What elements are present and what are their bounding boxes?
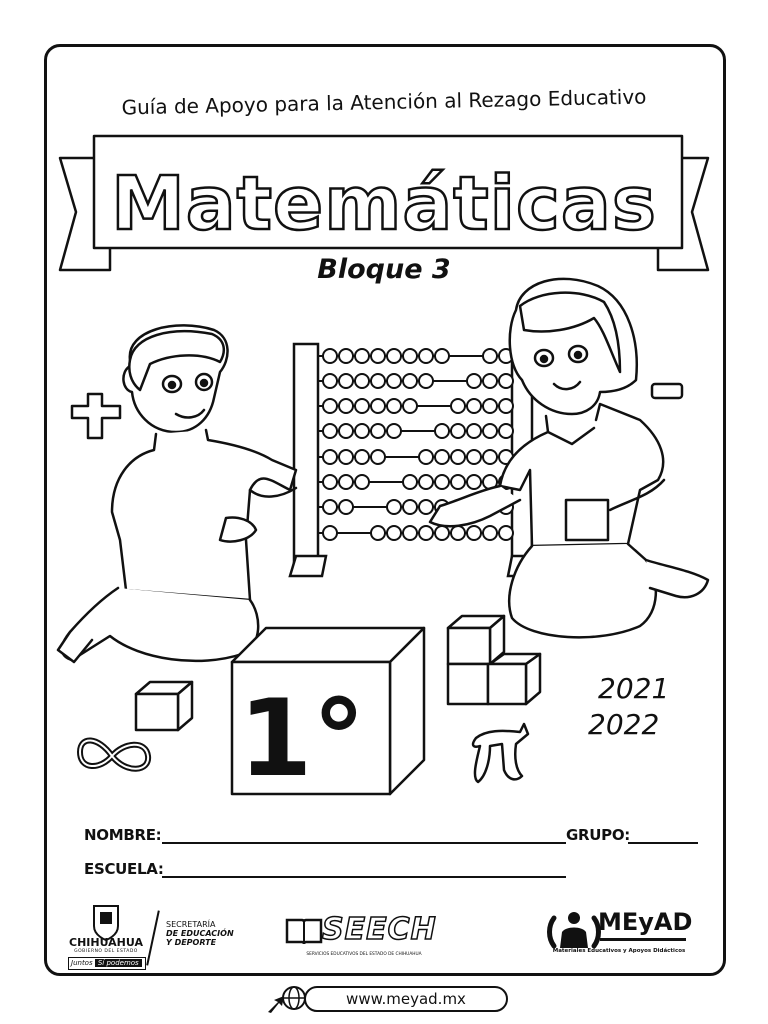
- seech-name: SEECH: [322, 912, 437, 947]
- plus-icon: [72, 394, 120, 438]
- block-label: Bloque 3: [317, 254, 451, 285]
- slogan-part-1: Juntos: [71, 959, 93, 967]
- abacus: [290, 344, 536, 576]
- title-text: Matemáticas: [111, 161, 657, 247]
- secretaria-line-1: SECRETARÍA: [166, 920, 216, 929]
- name-label: NOMBRE:: [84, 826, 162, 844]
- meyad-subtitle: Materiales Educativos y Apoyos Didácticos: [552, 948, 686, 954]
- seech-logo: [284, 912, 444, 966]
- seech-subtitle: SERVICIOS EDUCATIVOS DEL ESTADO DE CHIHUAHUA: [306, 952, 422, 957]
- year-start: 2021: [598, 672, 670, 705]
- secretaria-line-3: Y DEPORTE: [166, 938, 217, 947]
- pi-icon: [473, 724, 528, 782]
- minus-icon: [652, 384, 682, 398]
- school-label: ESCUELA:: [84, 860, 164, 878]
- secretaria-logo: [166, 920, 266, 947]
- cube-icon: [136, 682, 192, 730]
- meyad-underline-arrow: [600, 938, 686, 941]
- boy-illustration: [58, 325, 296, 662]
- slogan-part-2: Sí podemos: [95, 959, 142, 967]
- secretaria-line-2: DE EDUCACIÓN: [166, 929, 234, 938]
- group-field-line[interactable]: [628, 842, 698, 844]
- chihuahua-name: CHIHUAHUA: [69, 936, 143, 949]
- year-end: 2022: [588, 708, 660, 741]
- website-link[interactable]: www.meyad.mx: [304, 986, 508, 1012]
- chihuahua-logo: [64, 902, 148, 972]
- school-field-line[interactable]: [162, 876, 566, 878]
- name-field-line[interactable]: [162, 842, 566, 844]
- meyad-name: MEyAD: [598, 908, 693, 936]
- group-label: GRUPO:: [566, 826, 630, 844]
- chihuahua-gov: GOBIERNO DEL ESTADO: [74, 949, 138, 954]
- grade-number: 1°: [238, 677, 366, 800]
- guide-subtitle: Guía de Apoyo para la Atención al Rezago Educativo: [121, 84, 647, 120]
- meyad-logo: [546, 906, 692, 966]
- book-icon: [284, 916, 324, 946]
- chihuahua-slogan: [68, 957, 146, 970]
